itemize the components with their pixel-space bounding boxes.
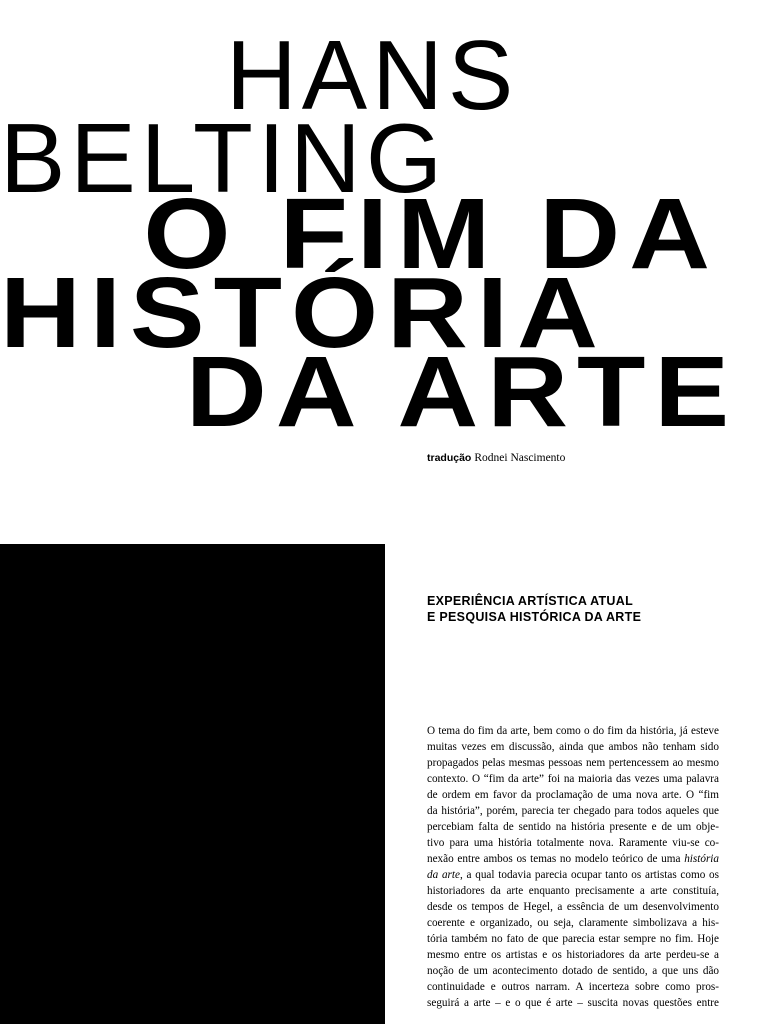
author-name: [0, 20, 768, 213]
body-line: da história”, porém, parecia ter chegado para todos aqueles que: [427, 805, 719, 817]
body-line: muitas vezes em discussão, ainda que ambos não tenham sido: [427, 741, 719, 753]
section-heading-line-1: EXPERIÊNCIA ARTÍSTICA ATUAL: [427, 594, 634, 608]
translator-credit: [427, 452, 565, 464]
body-line: seguirá a arte – e o que é arte – suscita novas questões entre: [427, 997, 719, 1009]
italic-term: história: [684, 853, 720, 865]
title-line-1: O FIM DA: [143, 178, 719, 290]
body-line: contexto. O “fim da arte” foi na maioria das vezes uma palavra: [427, 773, 719, 785]
body-line: O tema do fim da arte, bem como o do fim da história, já esteve: [427, 725, 719, 737]
body-line: historiadores da arte enquanto precisamente a arte constituía,: [427, 885, 719, 897]
body-line: percebiam falta de sentido na história presente e de um obje-: [427, 821, 719, 833]
body-line: desde os tempos de Hegel, a essência de um desenvolvimento: [427, 901, 719, 913]
body-line: tória também no fato de que parecia estar sempre no fim. Hoje: [427, 933, 719, 945]
section-heading: [427, 593, 747, 625]
body-line: propagados pelas mesmas pessoas nem pertencessem ao mesmo: [427, 757, 719, 769]
body-line-part: nexão entre ambos os temas no modelo teórico de uma: [427, 853, 681, 865]
body-line: continuidade e outros narram. A incerteza sobre como pros-: [427, 981, 719, 993]
title-line-3: DA ARTE: [185, 336, 739, 448]
author-last-name: BELTING: [0, 103, 448, 213]
page-title: [0, 178, 768, 448]
translator-name: Rodnei Nascimento: [474, 452, 566, 464]
body-line: de ordem em favor da proclamação de uma nova arte. O “fim: [427, 789, 719, 801]
credit-label: tradução: [427, 452, 472, 464]
black-image-block: [0, 544, 385, 1024]
italic-term: da arte: [427, 869, 460, 881]
body-line: tivo para uma história totalmente nova. Raramente viu-se co-: [427, 837, 719, 849]
title-line-2: HISTÓRIA: [0, 257, 607, 369]
body-line-with-italic: [427, 867, 719, 883]
body-line-part: , a qual todavia parecia ocupar tanto os artistas como os: [459, 869, 719, 881]
body-line: noção de um acontecimento dotado de sentido, a que uns dão: [427, 965, 719, 977]
body-line-with-italic: [427, 851, 719, 867]
body-line: coerente e organizado, ou seja, claramente simbolizava a his-: [427, 917, 719, 929]
author-first-name: HANS: [226, 20, 519, 130]
section-heading-line-2: E PESQUISA HISTÓRICA DA ARTE: [427, 610, 642, 624]
body-line: mesmo entre os artistas e os historiadores da arte perdeu-se a: [427, 949, 719, 961]
body-paragraph: [427, 723, 719, 1011]
